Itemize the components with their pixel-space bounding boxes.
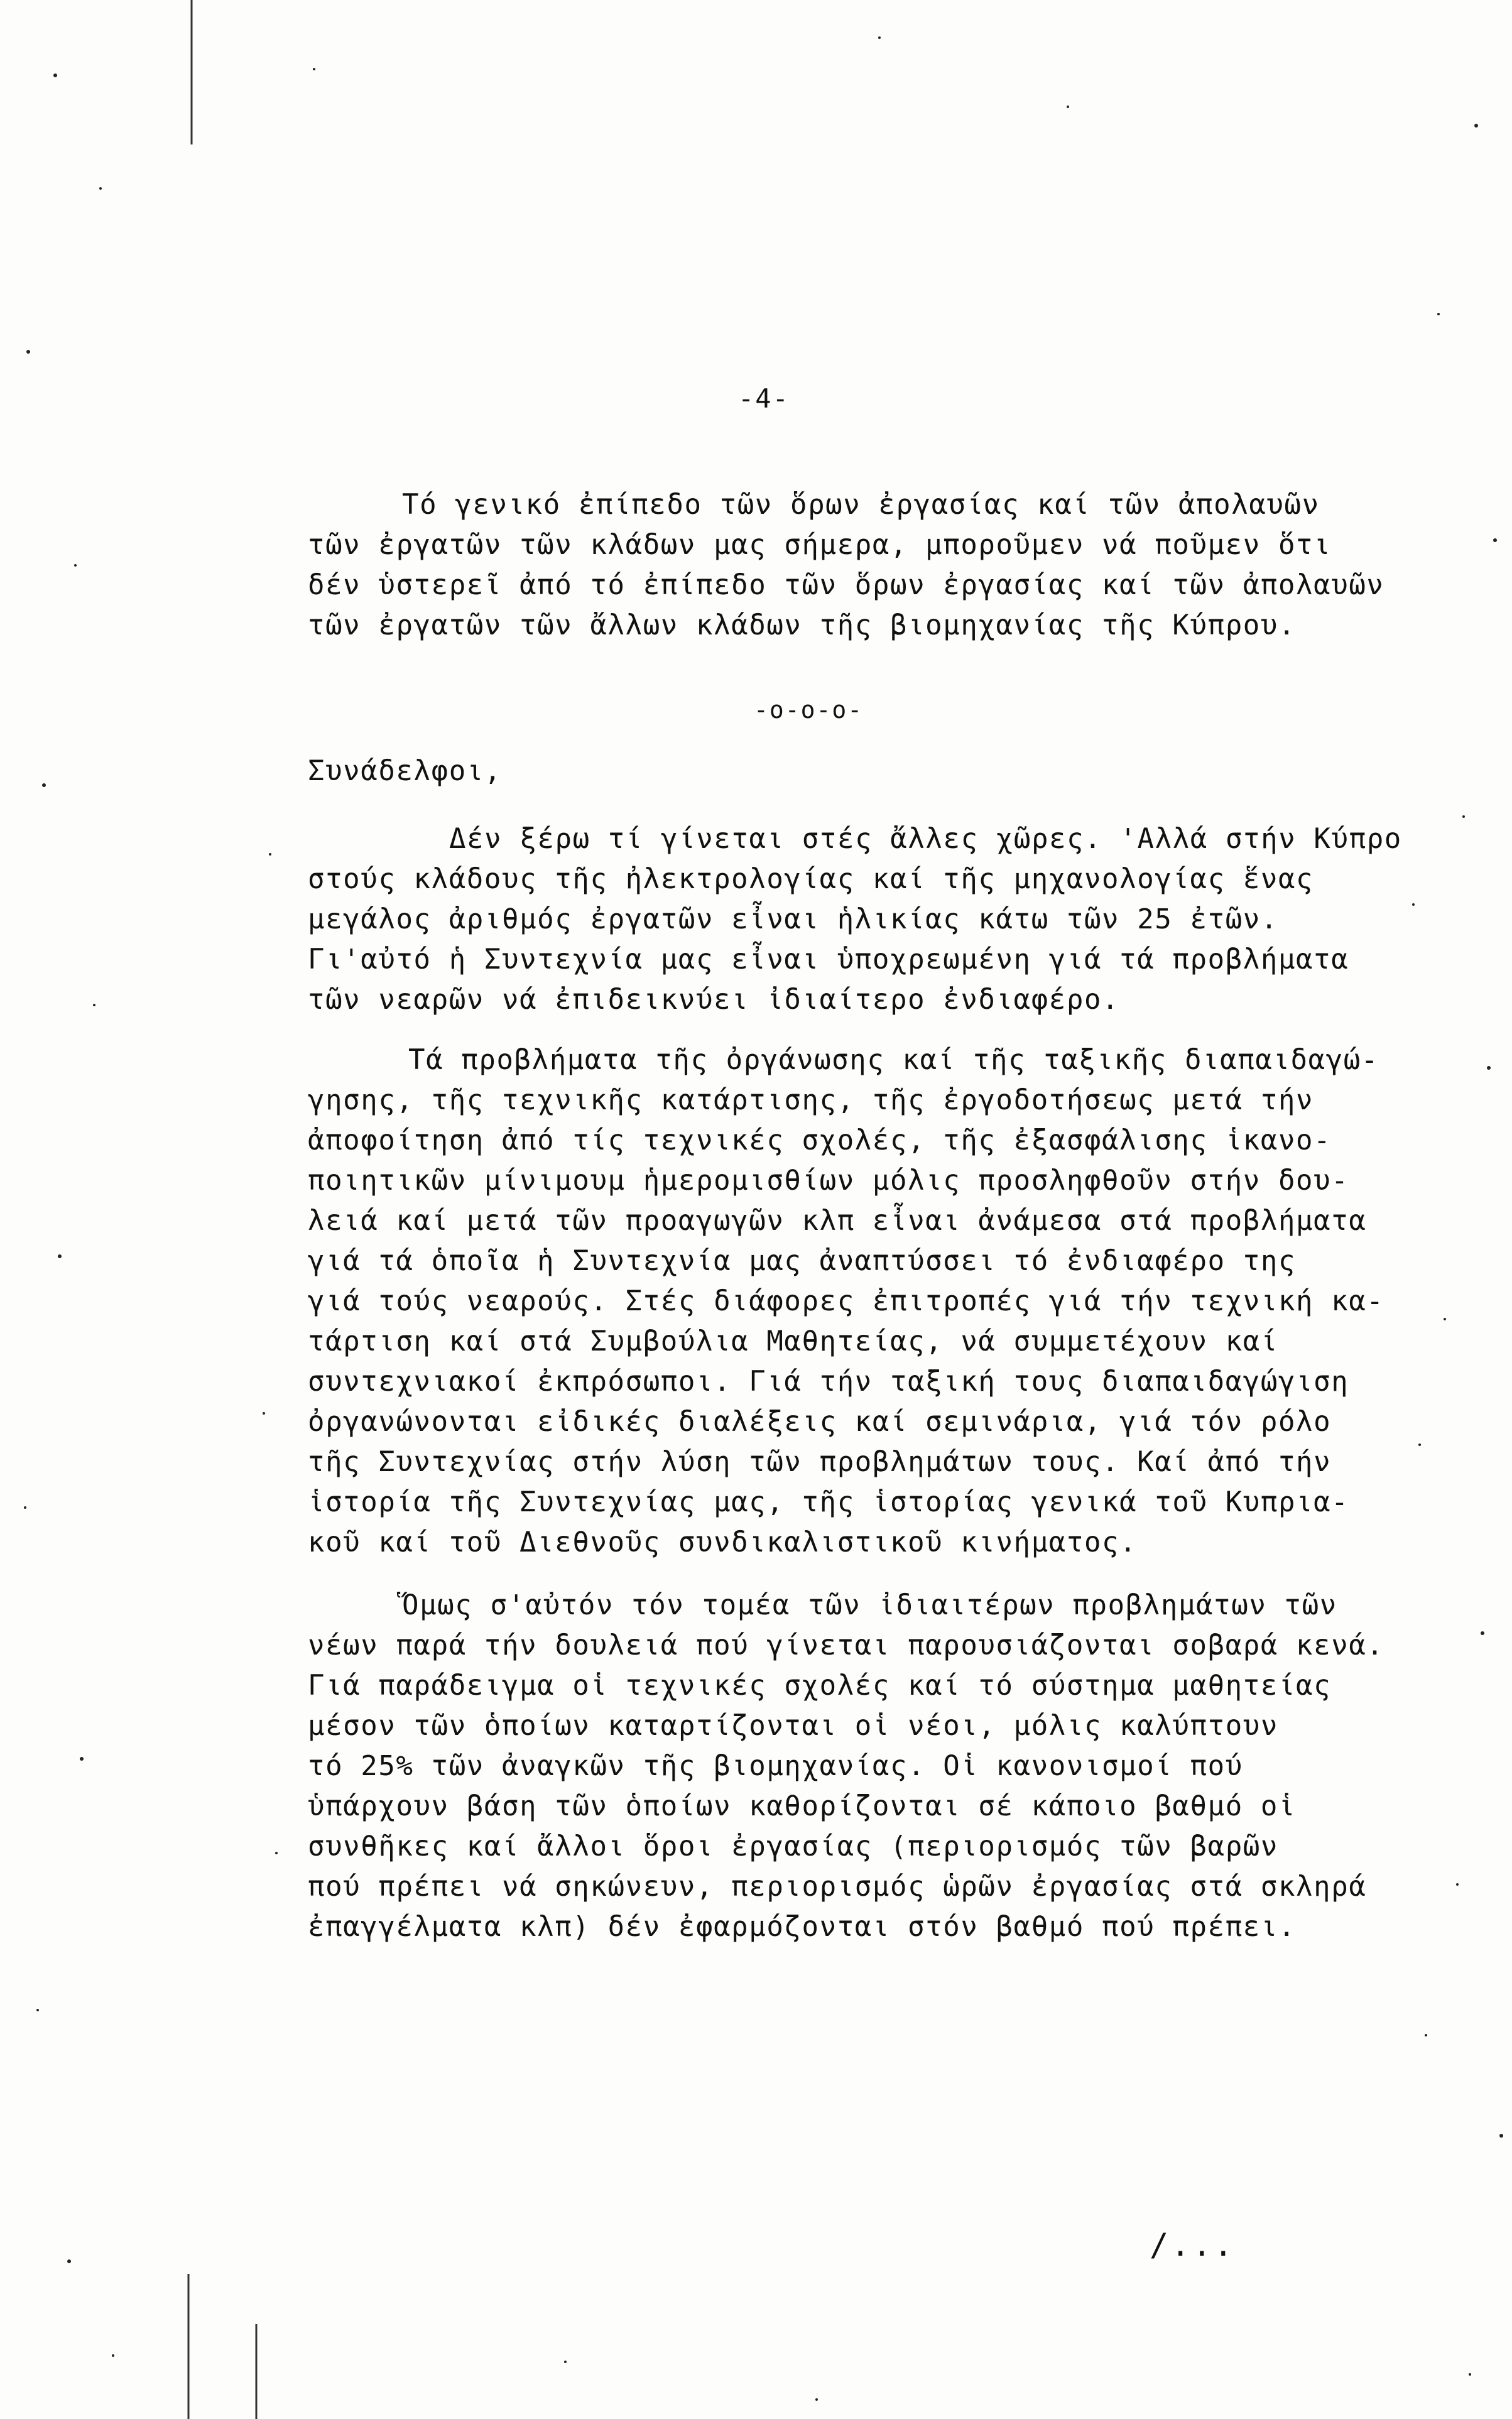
paragraph-2-line: μεγάλος ἀριθμός ἐργατῶν εἶναι ἡλικίας κάτω τῶν 25 ἐτῶν. <box>308 903 1278 935</box>
paragraph-4-line: Ὅμως σ'αὐτόν τόν τομέα τῶν ἰδιαιτέρων προβλημάτων τῶν <box>402 1589 1337 1621</box>
paragraph-4-line: πού πρέπει νά σηκώνευν, περιορισμός ὡρῶν ἐργασίας στά σκληρά <box>308 1871 1367 1903</box>
paragraph-2-line: τῶν νεαρῶν νά ἐπιδεικνύει ἰδιαίτερο ἐνδιαφέρο. <box>308 984 1120 1016</box>
continuation-mark: /... <box>1150 2227 1236 2263</box>
paragraph-3-line: ἱστορία τῆς Συντεχνίας μας, τῆς ἱστορίας γενικά τοῦ Κυπρια- <box>308 1486 1349 1518</box>
paragraph-4-line: μέσον τῶν ὁποίων καταρτίζονται οἱ νέοι, μόλις καλύπτουν <box>308 1710 1278 1742</box>
paragraph-3-line: γιά τά ὁποῖα ἡ Συντεχνία μας ἀναπτύσσει τό ἐνδιαφέρο της <box>308 1245 1297 1277</box>
paragraph-3-line: λειά καί μετά τῶν προαγωγῶν κλπ εἶναι ἀνάμεσα στά προβλήματα <box>308 1205 1367 1237</box>
paragraph-4-line: συνθῆκες καί ἄλλοι ὅροι ἐργασίας (περιορισμός τῶν βαρῶν <box>308 1830 1278 1862</box>
paragraph-4-line: Γιά παράδειγμα οἱ τεχνικές σχολές καί τό σύστημα μαθητείας <box>308 1670 1332 1702</box>
paragraph-3-line: τῆς Συντεχνίας στήν λύση τῶν προβλημάτων τους. Καί ἀπό τήν <box>308 1446 1332 1478</box>
paragraph-1-line: τῶν ἐργατῶν τῶν ἄλλων κλάδων τῆς βιομηχανίας τῆς Κύπρου. <box>308 609 1297 641</box>
paragraph-1-line: δέν ὑστερεῖ ἀπό τό ἐπίπεδο τῶν ὅρων ἐργασίας καί τῶν ἀπολαυῶν <box>308 569 1384 601</box>
paragraph-3-line: Τά προβλήματα τῆς ὀργάνωσης καί τῆς ταξικῆς διαπαιδαγώ- <box>408 1044 1379 1076</box>
paragraph-4-line: τό 25% τῶν ἀναγκῶν τῆς βιομηχανίας. Οἱ κανονισμοί πού <box>308 1750 1243 1782</box>
paragraph-4-line: νέων παρά τήν δουλειά πού γίνεται παρουσιάζονται σοβαρά κενά. <box>308 1629 1384 1661</box>
paragraph-3-line: κοῦ καί τοῦ Διεθνοῦς συνδικαλιστικοῦ κινήματος. <box>308 1526 1138 1558</box>
salutation: Συνάδελφοι, <box>308 755 502 787</box>
paragraph-4-line: ὑπάρχουν βάση τῶν ὁποίων καθορίζονται σέ κάποιο βαθμό οἱ <box>308 1790 1297 1822</box>
paragraph-2-line: στούς κλάδους τῆς ἠλεκτρολογίας καί τῆς μηχανολογίας ἕνας <box>308 863 1314 895</box>
paragraph-1-line: Τό γενικό ἐπίπεδο τῶν ὅρων ἐργασίας καί τῶν ἀπολαυῶν <box>402 489 1320 521</box>
paragraph-4-line: ἐπαγγέλματα κλπ) δέν ἐφαρμόζονται στόν βαθμό πού πρέπει. <box>308 1911 1297 1943</box>
paragraph-3-line: ὀργανώνονται εἰδικές διαλέξεις καί σεμινάρια, γιά τόν ρόλο <box>308 1406 1332 1438</box>
paragraph-3-line: ποιητικῶν μίνιμουμ ἡμερομισθίων μόλις προσληφθοῦν στήν δου- <box>308 1165 1349 1197</box>
paragraph-3-line: τάρτιση καί στά Συμβούλια Μαθητείας, νά συμμετέχουν καί <box>308 1325 1278 1357</box>
paragraph-3-line: γησης, τῆς τεχνικῆς κατάρτισης, τῆς ἐργοδοτήσεως μετά τήν <box>308 1084 1314 1116</box>
page-number: -4- <box>738 383 790 414</box>
paragraph-3-line: συντεχνιακοί ἐκπρόσωποι. Γιά τήν ταξική τους διαπαιδαγώγιση <box>308 1366 1349 1398</box>
paragraph-3-line: γιά τούς νεαρούς. Στές διάφορες ἐπιτροπές γιά τήν τεχνική κα- <box>308 1285 1384 1317</box>
paragraph-1-line: τῶν ἐργατῶν τῶν κλάδων μας σήμερα, μποροῦμεν νά ποῦμεν ὅτι <box>308 529 1332 561</box>
paragraph-3-line: ἀποφοίτηση ἀπό τίς τεχνικές σχολές, τῆς ἐξασφάλισης ἱκανο- <box>308 1124 1332 1156</box>
paragraph-2-line: Δέν ξέρω τί γίνεται στές ἄλλες χῶρες. 'Αλλά στήν Κύπρο <box>449 823 1402 855</box>
section-separator: -o-o-o- <box>754 696 864 724</box>
paragraph-2-line: Γι'αὐτό ἡ Συντεχνία μας εἶναι ὑποχρεωμένη γιά τά προβλήματα <box>308 943 1349 976</box>
